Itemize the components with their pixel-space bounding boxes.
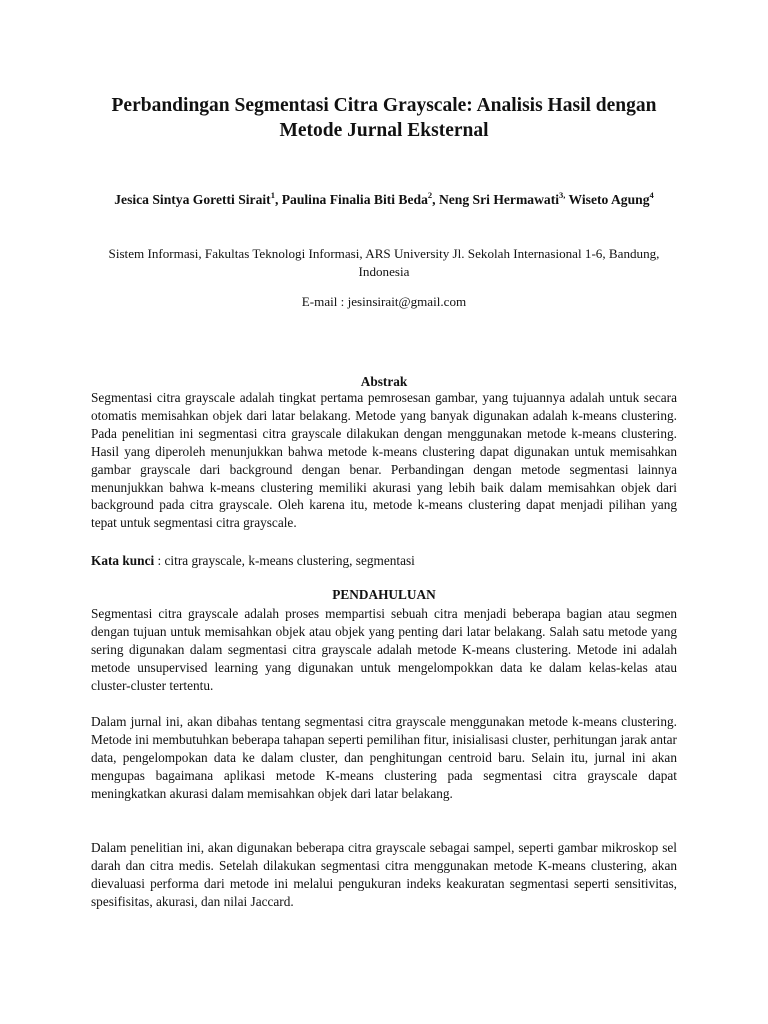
- author-affiliation-mark: 4: [649, 190, 654, 200]
- author-affiliation-mark: 2: [427, 190, 433, 200]
- author-separator: ,: [432, 192, 439, 207]
- introduction-paragraph-2: Dalam jurnal ini, akan dibahas tentang segmentasi citra grayscale menggunakan metode k-means clustering. Metode ini membutuhkan beberapa tahapan seperti pemilihan fitur, inisialisasi cluster, perhitungan jarak antar data, pengelompokan data ke dalam cluster, dan penghitungan centroid baru. Selain itu, jurnal ini akan mengupas bagaimana aplikasi metode K-means clustering pada segmentasi citra grayscale dapat meningkatkan akurasi dalam memisahkan objek dari latar belakang.: [91, 714, 677, 801]
- introduction-paragraph-1: Segmentasi citra grayscale adalah proses mempartisi sebuah citra menjadi beberapa bagian atau segmen dengan tujuan untuk memisahkan objek atau objek yang penting dari latar belakang. Salah satu metode yang sering digunakan dalam segmentasi citra grayscale adalah metode K-means clustering. Metode ini adalah metode unsupervised learning yang digunakan untuk mengelompokkan data ke dalam kelas-kelas atau cluster-cluster tertentu.: [91, 606, 677, 693]
- author-affiliation: Sistem Informasi, Fakultas Teknologi Informasi, ARS University Jl. Sekolah Internasional 1-6, Bandung, Indonesia: [108, 246, 660, 279]
- introduction-paragraph-3: Dalam penelitian ini, akan digunakan beberapa citra grayscale sebagai sampel, seperti gambar mikroskop sel darah dan citra medis. Setelah dilakukan segmentasi citra menggunakan metode K-means clustering, akan dievaluasi performa dari metode ini melalui pengukuran indeks keakuratan segmentasi seperti sensitivitas, spesifisitas, akurasi, dan nilai Jaccard.: [91, 840, 677, 909]
- author-name: Wiseto Agung: [568, 192, 650, 207]
- author-name: Neng Sri Hermawati: [438, 192, 560, 207]
- author-affiliation-mark: 3,: [559, 190, 566, 200]
- author-email: E-mail : jesinsirait@gmail.com: [301, 294, 467, 309]
- paper-title-line-1: Perbandingan Segmentasi Citra Grayscale: Analisis Hasil dengan: [111, 95, 657, 116]
- keywords-label: Kata kunci: [91, 553, 155, 568]
- author-affiliation-mark: 1: [270, 190, 275, 200]
- paper-title: [91, 93, 677, 143]
- paper-title-line-2: Metode Jurnal Eksternal: [279, 120, 489, 141]
- keywords-text: : citra grayscale, k-means clustering, segmentasi: [154, 553, 415, 568]
- abstract-text: Segmentasi citra grayscale adalah tingkat pertama pemrosesan gambar, yang tujuannya adalah untuk secara otomatis memisahkan objek dari latar belakang. Metode yang banyak digunakan adalah k-means clustering. Pada penelitian ini segmentasi citra grayscale dilakukan dengan menggunakan metode k-means clustering. Hasil yang diperoleh menunjukkan bahwa metode k-means clustering dapat digunakan untuk memisahkan gambar grayscale dari background dengan benar. Perbandingan dengan metode segmentasi lainnya menunjukkan bahwa k-means clustering memiliki akurasi yang lebih baik dalam memisahkan objek dari background pada citra grayscale. Oleh karena itu, metode k-means clustering dapat menjadi pilihan yang tepat untuk segmentasi citra grayscale.: [91, 390, 677, 531]
- author-separator: ,: [274, 192, 282, 207]
- author-name: Paulina Finalia Biti Beda: [281, 192, 428, 207]
- author-list: [91, 189, 677, 210]
- abstract-heading: Abstrak: [360, 374, 408, 389]
- keywords: [91, 552, 677, 570]
- author-name: Jesica Sintya Goretti Sirait: [114, 192, 271, 207]
- introduction-heading: PENDAHULUAN: [332, 587, 436, 602]
